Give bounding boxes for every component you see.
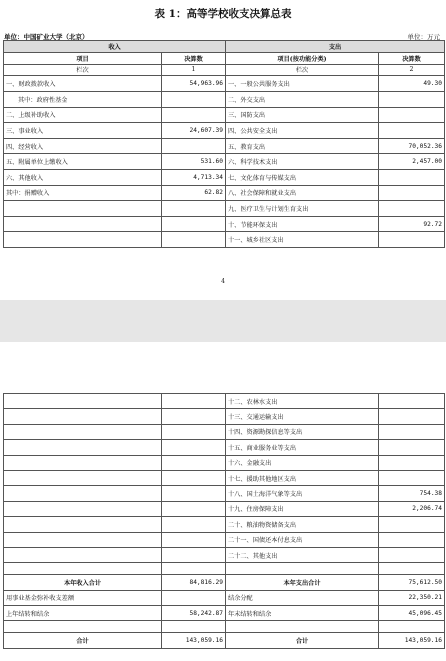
expense-item: 二、外交支出 [226, 91, 379, 107]
page-gap [0, 300, 446, 342]
expense-amount [379, 123, 445, 139]
expense-amount [379, 440, 445, 455]
table-row [4, 216, 445, 232]
table-row [4, 424, 445, 439]
income-item [4, 201, 162, 217]
carry-in-label: 上年结转和结余 [4, 606, 162, 621]
carry-in-value: 58,242.87 [162, 606, 226, 621]
expense-amount [379, 409, 445, 424]
expense-amount [379, 91, 445, 107]
table-row [4, 76, 445, 92]
grand-total-row [4, 633, 445, 648]
carry-out-value: 45,096.45 [379, 606, 445, 621]
expense-amount [379, 185, 445, 201]
expense-item: 十六、金融支出 [226, 455, 379, 470]
grand-total-label-left: 合计 [4, 633, 162, 648]
expense-item: 十一、城乡社区支出 [226, 232, 379, 248]
table-row [4, 107, 445, 123]
expense-item: 二十二、其他支出 [226, 547, 379, 562]
income-item: 其中：政府性基金 [4, 91, 162, 107]
income-amount [162, 91, 226, 107]
expense-amount: 49.30 [379, 76, 445, 92]
table-row [4, 501, 445, 516]
expense-item: 五、教育支出 [226, 138, 379, 154]
table-row [4, 517, 445, 532]
expense-amount-header: 决算数 [379, 52, 445, 64]
expense-header: 支出 [226, 41, 445, 53]
income-amount [162, 486, 226, 501]
income-amount: 54,963.96 [162, 76, 226, 92]
income-amount [162, 216, 226, 232]
income-amount: 62.82 [162, 185, 226, 201]
income-item: 三、事业收入 [4, 123, 162, 139]
table-row [4, 232, 445, 248]
page-1 [0, 0, 446, 300]
income-amount [162, 394, 226, 409]
expense-item: 六、科学技术支出 [226, 154, 379, 170]
distribution-label: 结余分配 [226, 590, 379, 605]
table-row [4, 91, 445, 107]
table-row [4, 455, 445, 470]
expense-item: 十四、资源勘探信息等支出 [226, 424, 379, 439]
income-item [4, 501, 162, 516]
carry-out-label: 年末结转和结余 [226, 606, 379, 621]
income-item [4, 547, 162, 562]
income-amount: 24,607.39 [162, 123, 226, 139]
income-item [4, 394, 162, 409]
expense-item: 十八、国土海洋气象等支出 [226, 486, 379, 501]
fund-value [162, 590, 226, 605]
grand-total-left: 143,059.16 [162, 633, 226, 648]
expense-total-label: 本年支出合计 [226, 575, 379, 590]
page-title: 表 1：高等学校收支决算总表 [154, 8, 292, 20]
table-row [4, 154, 445, 170]
grand-total-label-right: 合计 [226, 633, 379, 648]
expense-amount: 754.38 [379, 486, 445, 501]
expense-item: 十五、商业服务业等支出 [226, 440, 379, 455]
income-amount: 4,713.34 [162, 169, 226, 185]
expense-amount [379, 201, 445, 217]
expense-item: 十二、农林水支出 [226, 394, 379, 409]
expense-item: 四、公共安全支出 [226, 123, 379, 139]
expense-amount [379, 532, 445, 547]
expense-item: 二十一、国债还本付息支出 [226, 532, 379, 547]
expense-amount: 2,206.74 [379, 501, 445, 516]
income-item [4, 470, 162, 485]
expense-item: 十九、住房保障支出 [226, 501, 379, 516]
carry-over-row [4, 606, 445, 621]
fund-row [4, 590, 445, 605]
page-number: 4 [221, 278, 225, 285]
income-total-value: 84,816.29 [162, 575, 226, 590]
income-item [4, 216, 162, 232]
income-item [4, 424, 162, 439]
income-item: 四、经营收入 [4, 138, 162, 154]
expense-item: 一、一般公共服务支出 [226, 76, 379, 92]
income-header: 收入 [4, 41, 226, 53]
income-item [4, 440, 162, 455]
expense-amount [379, 424, 445, 439]
income-item: 一、财政拨款收入 [4, 76, 162, 92]
income-amount [162, 532, 226, 547]
table-row [4, 486, 445, 501]
expense-item: 三、国防支出 [226, 107, 379, 123]
income-amount [162, 424, 226, 439]
row-label-cell: 栏次 [226, 64, 379, 76]
table-row [4, 201, 445, 217]
expense-item-header: 项目(按功能分类) [226, 52, 379, 64]
fund-label: 用事业基金弥补收支差额 [4, 590, 162, 605]
income-total-label: 本年收入合计 [4, 575, 162, 590]
expense-amount [379, 394, 445, 409]
spacer-row [4, 563, 445, 575]
income-item: 二、上级补助收入 [4, 107, 162, 123]
table-row [4, 470, 445, 485]
income-amount [162, 501, 226, 516]
row-label-cell: 栏次 [4, 64, 162, 76]
income-item-header: 项目 [4, 52, 162, 64]
summary-table-part-2 [3, 393, 445, 649]
page-2 [0, 342, 446, 661]
expense-item: 十三、交通运输支出 [226, 409, 379, 424]
column-number-1: 1 [162, 64, 226, 76]
income-item: 其中：捐赠收入 [4, 185, 162, 201]
expense-amount [379, 107, 445, 123]
summary-table-part-1 [3, 40, 445, 248]
table-row [4, 532, 445, 547]
table-row [4, 394, 445, 409]
income-item [4, 455, 162, 470]
income-amount [162, 517, 226, 532]
expense-amount [379, 517, 445, 532]
expense-item: 九、医疗卫生与计划生育支出 [226, 201, 379, 217]
grand-total-right: 143,059.16 [379, 633, 445, 648]
expense-amount: 2,457.00 [379, 154, 445, 170]
table-row [4, 185, 445, 201]
expense-amount: 70,052.36 [379, 138, 445, 154]
column-number-2: 2 [379, 64, 445, 76]
currency-unit: 单位：万元 [407, 33, 440, 41]
distribution-value: 22,350.21 [379, 590, 445, 605]
expense-amount [379, 455, 445, 470]
income-amount [162, 409, 226, 424]
expense-amount [379, 169, 445, 185]
expense-total-value: 75,612.50 [379, 575, 445, 590]
annual-total-row [4, 575, 445, 590]
income-amount [162, 455, 226, 470]
income-amount [162, 138, 226, 154]
expense-item: 十七、援助其他地区支出 [226, 470, 379, 485]
table-row [4, 169, 445, 185]
expense-amount [379, 547, 445, 562]
expense-amount: 92.72 [379, 216, 445, 232]
income-item [4, 409, 162, 424]
income-amount [162, 201, 226, 217]
expense-item: 十、节能环保支出 [226, 216, 379, 232]
table-row [4, 138, 445, 154]
income-amount [162, 440, 226, 455]
table-row [4, 440, 445, 455]
income-amount [162, 547, 226, 562]
expense-amount [379, 470, 445, 485]
spacer-row [4, 621, 445, 633]
organization-unit: 单位：中国矿业大学（北京） [4, 33, 89, 41]
income-item: 六、其他收入 [4, 169, 162, 185]
expense-amount [379, 232, 445, 248]
table-row [4, 547, 445, 562]
income-item: 五、附属单位上缴收入 [4, 154, 162, 170]
income-amount [162, 107, 226, 123]
income-item [4, 486, 162, 501]
table-row [4, 409, 445, 424]
income-amount-header: 决算数 [162, 52, 226, 64]
expense-item: 八、社会保障和就业支出 [226, 185, 379, 201]
expense-item: 二十、粮油物资储备支出 [226, 517, 379, 532]
income-amount: 531.60 [162, 154, 226, 170]
income-item [4, 532, 162, 547]
income-amount [162, 470, 226, 485]
income-amount [162, 232, 226, 248]
table-row [4, 123, 445, 139]
expense-item: 七、文化体育与传媒支出 [226, 169, 379, 185]
income-item [4, 232, 162, 248]
income-item [4, 517, 162, 532]
